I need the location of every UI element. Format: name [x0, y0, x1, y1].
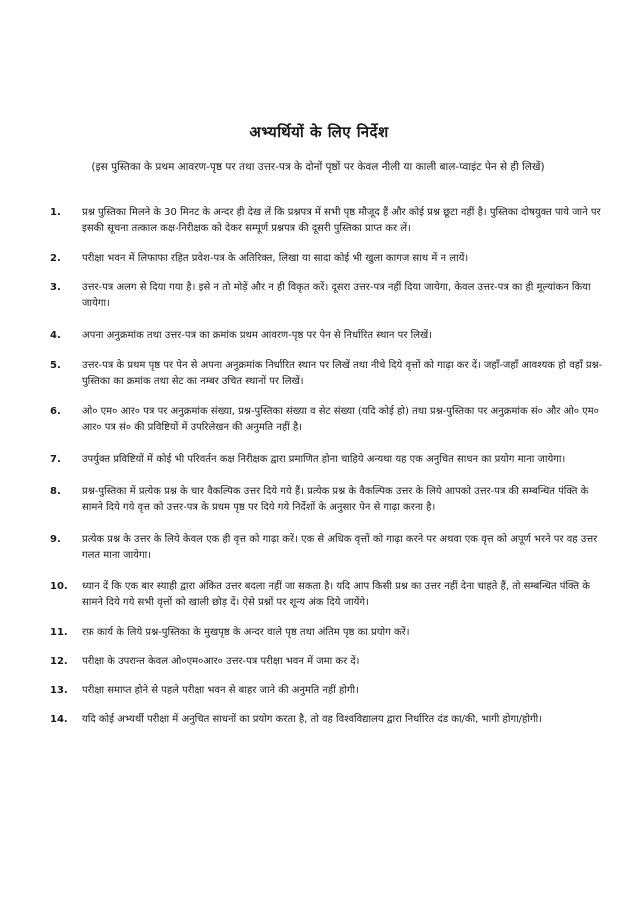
list-item: [50, 484, 610, 516]
page-subtitle: (इस पुस्तिका के प्रथम आवरण-पृष्ठ पर तथा उत्तर-पत्र के दोनों पृष्ठों पर केवल नीली या काली बाल-प्वाइंट पेन से ही लिखें): [91, 161, 545, 173]
list-item: [50, 280, 610, 312]
item-text: प्रश्न पुस्तिका मिलने के 30 मिनट के अन्दर ही देख लें कि प्रश्नपत्र में सभी पृष्ठ मौजूद हैं और कोई प्रश्न छूटा नहीं है। पुस्तिका दोषयुक्त पाये जाने पर इसकी सूचना तत्काल कक्ष-निरीक्षक को देकर सम्पूर्ण प्रश्नपत्र की दूसरी पुस्तिका प्राप्त कर लें।: [82, 207, 601, 234]
item-text: प्रत्येक प्रश्न के उत्तर के लिये केवल एक ही वृत्त को गाढ़ा करें। एक से अधिक वृत्तों को गाढ़ा करने पर अथवा एक वृत्त को अपूर्ण भरने पर वह उत्तर गलत माना जायेगा।: [82, 534, 598, 561]
list-item: [50, 251, 610, 267]
list-item: [50, 452, 610, 468]
item-text: उत्तर-पत्र अलग से दिया गया है। इसे न तो मोड़ें और न ही विकृत करें। दूसरा उत्तर-पत्र नहीं दिया जायेगा, केवल उत्तर-पत्र का ही मूल्यांकन किया जायेगा।: [82, 282, 591, 309]
item-text: उपर्युक्त प्रविष्टियों में कोई भी परिवर्तन कक्ष निरीक्षक द्वारा प्रमाणित होना चाहिये अन्यथा यह एक अनुचित साधन का प्रयोग माना जायेगा।: [82, 454, 566, 465]
item-text: अपना अनुक्रमांक तथा उत्तर-पत्र का क्रमांक प्रथम आवरण-पृष्ठ पर पेन से निर्धारित स्थान पर लिखें।: [82, 330, 432, 341]
item-number: 12.: [50, 656, 68, 667]
list-item: [50, 205, 610, 237]
list-item: [50, 404, 610, 436]
list-item: [50, 683, 610, 699]
instruction-list: [50, 205, 610, 728]
list-item: [50, 579, 610, 611]
item-number: 11.: [50, 627, 68, 638]
list-item: [50, 625, 610, 641]
page-title: अभ्यर्थियों के लिए निर्देश: [249, 123, 389, 141]
item-text: रफ़ कार्य के लिये प्रश्न-पुस्तिका के मुखपृष्ठ के अन्दर वाले पृष्ठ तथा अंतिम पृष्ठ का प्रयोग करें।: [82, 627, 410, 638]
item-text: प्रश्न-पुस्तिका में प्रत्येक प्रश्न के चार वैकल्पिक उत्तर दिये गये हैं। प्रत्येक प्रश्न के वैकल्पिक उत्तर के लिये आपको उत्तर-पत्र की सम्बन्धित पंक्ति के सामने दिये गये वृत्त को उत्तर-पत्र के प्रथम पृष्ठ पर दिये गये निर्देशों के अनुसार पेन से गाढ़ा करना है।: [82, 486, 589, 513]
item-number: 5.: [50, 360, 61, 371]
item-number: 6.: [50, 406, 61, 417]
list-item: [50, 358, 610, 390]
list-item: [50, 532, 610, 564]
item-number: 7.: [50, 454, 61, 465]
item-number: 8.: [50, 486, 61, 497]
item-number: 10.: [50, 581, 68, 592]
list-item: [50, 654, 610, 670]
list-item: [50, 328, 610, 344]
item-text: परीक्षा भवन में लिफाफा रहित प्रवेश-पत्र के अतिरिक्त, लिखा या सादा कोई भी खुला कागज साथ में न लायें।: [82, 253, 469, 264]
item-number: 3.: [50, 282, 61, 293]
item-number: 2.: [50, 253, 61, 264]
item-text: ओ० एम० आर० पत्र पर अनुक्रमांक संख्या, प्रश्न-पुस्तिका संख्या व सेट संख्या (यदि कोई हो) तथा प्रश्न-पुस्तिका पर अनुक्रमांक सं० और ओ० एम० आर० पत्र सं० की प्रविष्टियों में उपरिलेखन की अनुमति नहीं है।: [82, 406, 599, 433]
item-text: यदि कोई अभ्यर्थी परीक्षा में अनुचित साधनों का प्रयोग करता है, तो वह विश्वविद्यालय द्वारा निर्धारित दंड का/की, भागी होगा/होगी।: [82, 714, 542, 725]
item-number: 1.: [50, 207, 61, 218]
item-text: परीक्षा के उपरान्त केवल ओ०एम०आर० उत्तर-पत्र परीक्षा भवन में जमा कर दें।: [82, 656, 360, 667]
list-item: [50, 712, 610, 728]
item-number: 14.: [50, 714, 68, 725]
item-number: 4.: [50, 330, 61, 341]
item-text: परीक्षा समाप्त होने से पहले परीक्षा भवन से बाहर जाने की अनुमति नहीं होगी।: [82, 685, 359, 696]
item-number: 13.: [50, 685, 68, 696]
item-text: उत्तर-पत्र के प्रथम पृष्ठ पर पेन से अपना अनुक्रमांक निर्धारित स्थान पर लिखें तथा नीचे दिये वृत्तों को गाढ़ा कर दें। जहाँ-जहाँ आवश्यक हो वहाँ प्रश्न-पुस्तिका का क्रमांक तथा सेट का नम्बर उचित स्थानों पर लिखें।: [82, 360, 603, 387]
item-text: ध्यान दें कि एक बार स्याही द्वारा अंकित उत्तर बदला नहीं जा सकता है। यदि आप किसी प्रश्न का उत्तर नहीं देना चाहते हैं, तो सम्बन्धित पंक्ति के सामने दिये गये सभी वृत्तों को खाली छोड़ दें। ऐसे प्रश्नों पर शून्य अंक दिये जायेंगे।: [82, 581, 590, 608]
item-number: 9.: [50, 534, 61, 545]
